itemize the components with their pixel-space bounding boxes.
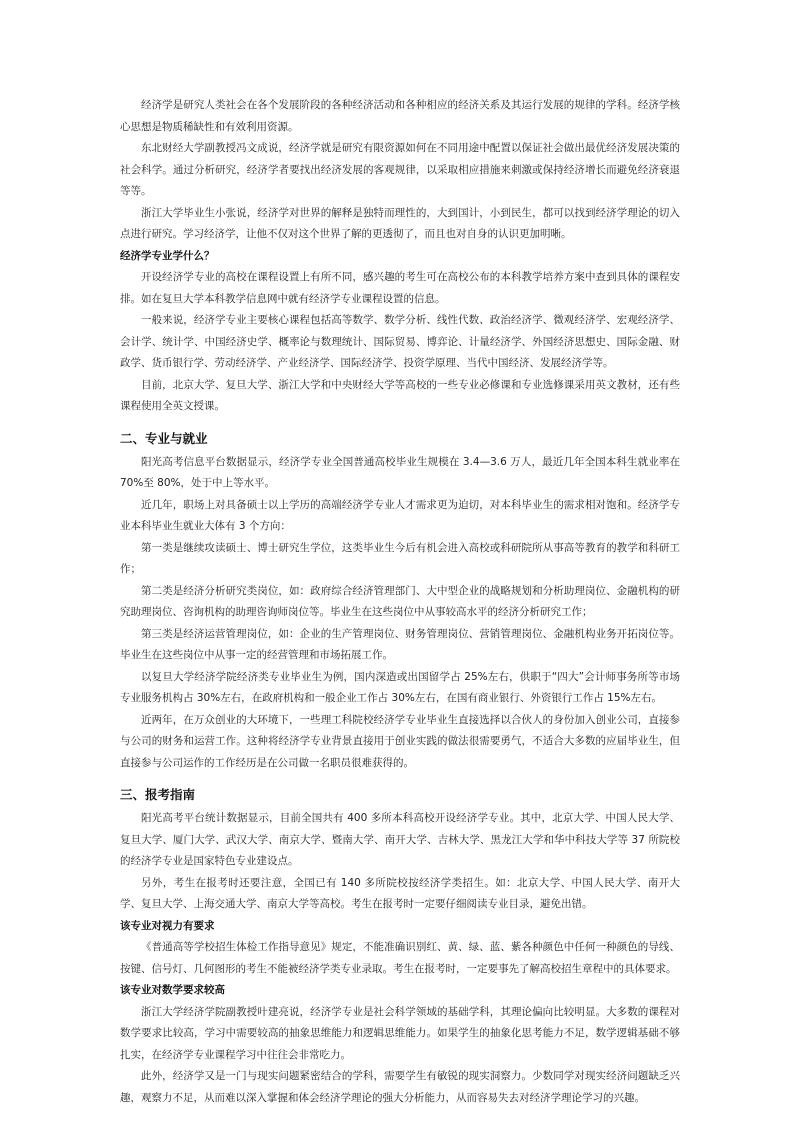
intro-paragraph: 经济学是研究人类社会在各个发展阶段的各种经济活动和各种相应的经济关系及其运行发展的规律的学科。经济学核心思想是物质稀缺性和有效利用资源。 [120, 99, 680, 133]
employment-paragraph: 近几年，职场上对具备硕士以上学历的高端经济学专业人才需求更为迫切，对本科毕业生的需求相对饱和。经济学专业本科毕业生就业大体有 3 个方向： [120, 498, 680, 532]
document-page [120, 95, 680, 1109]
intro-paragraph: 浙江大学毕业生小张说，经济学对世界的解释是独特而理性的，大到国计，小到民生，都可以找到经济学理论的切入点进行研究。学习经济学，让他不仅对这个世界了解的更透彻了，而且也对自身的认识更加明晰。 [120, 206, 680, 240]
employment-heading: 二、专业与就业 [120, 430, 208, 446]
employment-paragraph: 阳光高考信息平台数据显示，经济学专业全国普通高校毕业生规模在 3.4—3.6 万人，最近几年全国本科生就业率在 70%至 80%，处于中上等水平。 [120, 455, 680, 489]
math-heading: 该专业对数学要求较高 [120, 984, 225, 996]
math-paragraph: 浙江大学经济学院副教授叶建亮说，经济学专业是社会科学领域的基础学科，其理论偏向比较明显。大多数的课程对数学要求比较高，学习中需要较高的抽象思维能力和逻辑思维能力。如果学生的抽象化思考能力不足，数学逻辑基础不够扎实，在经济学专业课程学习中往往会非常吃力。 [120, 1005, 680, 1061]
vision-paragraph: 《普通高等学校招生体检工作指导意见》规定，不能准确识别红、黄、绿、蓝、紫各种颜色中任何一种颜色的导线、按键、信号灯、几何图形的考生不能被经济学类专业录取。考生在报考时，一定要事先了解高校招生章程中的具体要求。 [120, 941, 680, 975]
employment-paragraph: 近两年，在万众创业的大环境下，一些理工科院校经济学专业毕业生直接选择以合伙人的身份加入创业公司，直接参与公司的财务和运营工作。这种将经济学专业背景直接用于创业实践的做法很需要勇气，不适合大多数的应届毕业生，但直接参与公司运作的工作经历是在公司做一名职员很难获得的。 [120, 713, 680, 769]
courses-paragraph: 一般来说，经济学专业主要核心课程包括高等数学、数学分析、线性代数、政治经济学、微观经济学、宏观经济学、会计学、统计学、中国经济史学、概率论与数理统计、国际贸易、博弈论、计量经济学、外国经济思想史、国际金融、财政学、货币银行学、劳动经济学、产业经济学、国际经济学、投资学原理、当代中国经济、发展经济学等。 [120, 314, 680, 369]
employment-paragraph: 第三类是经济运营管理岗位，如：企业的生产管理岗位、财务管理岗位、营销管理岗位、金融机构业务开拓岗位等。毕业生在这些岗位中从事一定的经营管理和市场拓展工作。 [120, 627, 680, 661]
guide-heading: 三、报考指南 [120, 787, 196, 802]
vision-heading: 该专业对视力有要求 [120, 919, 215, 932]
guide-paragraph: 阳光高考平台统计数据显示，目前全国共有 400 多所本科高校开设经济学专业。其中，北京大学、中国人民大学、复旦大学、厦门大学、武汉大学、南京大学、暨南大学、南开大学、吉林大学、黑龙江大学和华中科技大学等 37 所院校的经济学专业是国家特色专业建设点。 [120, 812, 680, 867]
employment-paragraph: 第二类是经济分析研究类岗位，如：政府综合经济管理部门、大中型企业的战略规划和分析助理岗位、金融机构的研究助理岗位、咨询机构的助理咨询师岗位等。毕业生在这些岗位中从事较高水平的经济分析研究工作； [120, 584, 680, 618]
employment-paragraph: 以复旦大学经济学院经济类专业毕业生为例，国内深造或出国留学占 25%左右，供职于“四大”会计师事务所等市场专业服务机构占 30%左右，在政府机构和一般企业工作占 30%左右，在国有商业银行、外资银行工作占 15%左右。 [120, 670, 680, 704]
guide-paragraph: 另外，考生在报考时还要注意，全国已有 140 多所院校按经济学类招生。如：北京大学、中国人民大学、南开大学、复旦大学、上海交通大学、南京大学等高校。考生在报考时一定要仔细阅读专业目录，避免出错。 [120, 876, 680, 910]
courses-paragraph: 目前，北京大学、复旦大学、浙江大学和中央财经大学等高校的一些专业必修课和专业选修课采用英文教材，还有些课程使用全英文授课。 [120, 378, 680, 412]
intro-paragraph: 东北财经大学副教授冯文成说，经济学就是研究有限资源如何在不同用途中配置以保证社会做出最优经济发展决策的社会科学。通过分析研究，经济学者要找出经济发展的客观规律，以采取相应措施来刺激或保持经济增长而避免经济衰退等等。 [120, 142, 680, 197]
courses-heading: 经济学专业学什么？ [120, 249, 215, 262]
math-paragraph: 此外，经济学又是一门与现实问题紧密结合的学科，需要学生有敏锐的现实洞察力。少数同学对现实经济问题缺乏兴趣，观察力不足，从而难以深入掌握和体会经济学理论的强大分析能力，从而容易失去对经济学理论学习的兴趣。 [120, 1070, 680, 1104]
courses-paragraph: 开设经济学专业的高校在课程设置上有所不同，感兴趣的考生可在高校公布的本科教学培养方案中查到具体的课程安排。如在复旦大学本科教学信息网中就有经济学专业课程设置的信息。 [120, 271, 680, 305]
employment-paragraph: 第一类是继续攻读硕士、博士研究生学位，这类毕业生今后有机会进入高校或科研院所从事高等教育的教学和科研工作； [120, 541, 680, 575]
